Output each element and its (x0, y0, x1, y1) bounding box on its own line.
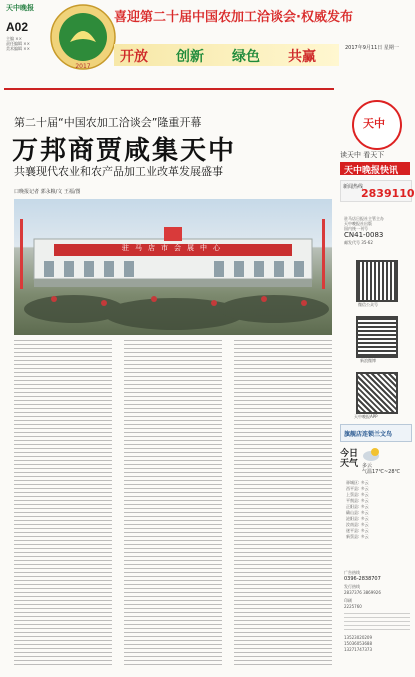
expo-center-building-illustration (14, 199, 332, 335)
slogan-strip (114, 44, 339, 66)
expo-emblem-icon (48, 2, 118, 72)
banner-title: 喜迎第二十届中国农加工洽谈会·权威发布 (114, 10, 353, 25)
sidebar-logo (352, 100, 402, 150)
sidebar-logo-text: 天中 (363, 117, 385, 130)
article-subheadline: 共襄现代农业和农产品加工业改革发展盛事 (14, 165, 223, 178)
publisher-info: 驻马店日报社主管主办 天中晚报社出版 国内统一刊号 CN41-0083 邮发代号 35-62 (344, 216, 384, 245)
app-label: 天中晚报APP (354, 414, 378, 419)
date-line: 2017年9月11日 星期一 (345, 45, 399, 51)
page-number: A02 (6, 20, 29, 34)
footer-info: 广告热线 0396-2838707 发行热线 2837376 3869926 印刷 2225760 13523020209 15036053688 13271747373 (344, 570, 410, 653)
article-photo (14, 199, 332, 335)
slogan-2: 创新 (176, 49, 204, 65)
qr-label-weibo: 新浪微博 (360, 358, 376, 363)
article-headline: 万邦商贾咸集天中 (12, 136, 237, 166)
weather-condition: 多云 (362, 463, 373, 469)
qr-code-wechat (356, 260, 398, 302)
weather-box (340, 446, 410, 566)
hotline-number: 2839110 (361, 187, 415, 200)
masthead (0, 0, 415, 92)
weather-label: 今日 (340, 449, 359, 459)
slogan-3: 绿色 (232, 49, 260, 65)
editor-lines: 主编 ×× 责任编辑 ×× 美术编辑 ×× (6, 36, 30, 51)
body-column-3 (234, 340, 332, 668)
photo-banner-text: 驻马店市会展中心 (122, 244, 226, 252)
weather-temperature: 气温17℃~28℃ (362, 469, 401, 475)
weather-title: 天气 (340, 459, 359, 469)
expo-emblem (48, 2, 118, 72)
article-kicker: 第二十届“中国农加工洽谈会”隆重开幕 (14, 116, 202, 129)
hotline-label: 新闻热线 (343, 184, 364, 190)
qr-code-weibo (356, 316, 398, 358)
svg-text:2017: 2017 (75, 63, 91, 70)
qr-label-wechat: 微信公众号 (358, 302, 378, 307)
body-column-1 (14, 340, 112, 668)
body-column-2 (124, 340, 222, 668)
hotline-box (340, 180, 415, 202)
weather-rows: 驿城区: 多云 西平县: 多云 上蔡县: 多云 平舆县: 多云 正阳县: 多云 确山县: 多云 泌阳县: 多云 汝南县: 多云 遂平县: 多云 新蔡县: 多云 (346, 480, 369, 539)
slogan-1: 开放 (120, 49, 148, 65)
sidebar-red-block: 天中晚报快讯 (340, 162, 410, 175)
masthead-rule (4, 88, 334, 90)
logo-text: 天中晚报 (6, 3, 34, 12)
qr-code-app (356, 372, 398, 414)
cloud-icon (362, 446, 382, 462)
brand-ad: 旗舰店连锁兰文鸟 (340, 424, 412, 442)
wechat-label: 读天中 看天下 (340, 151, 385, 159)
sidebar (338, 92, 415, 677)
article-byline: 口晚报记者 郭永粮/文 王福/图 (14, 189, 81, 195)
slogan-4: 共赢 (288, 49, 316, 65)
article-body (14, 340, 332, 670)
